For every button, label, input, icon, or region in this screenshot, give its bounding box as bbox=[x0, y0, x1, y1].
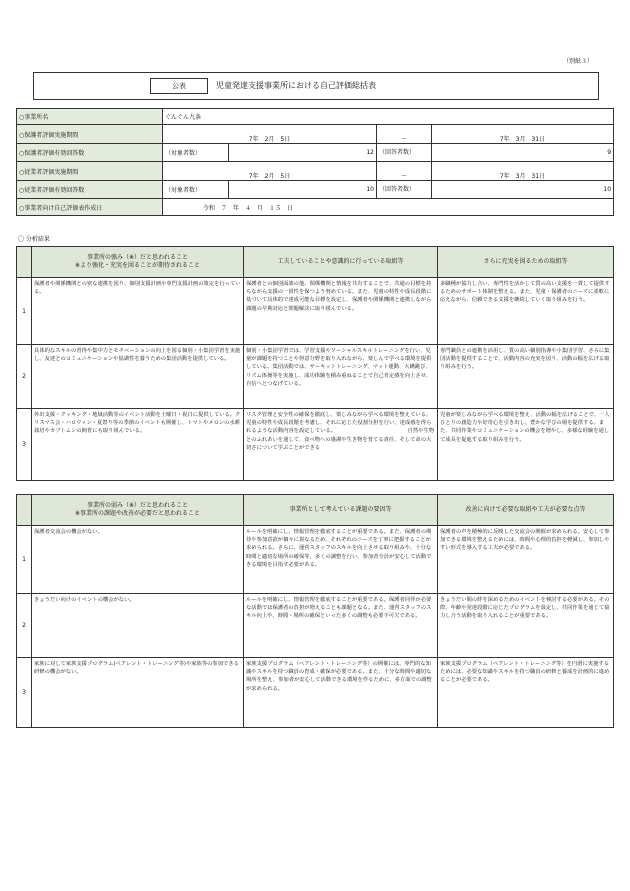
strength-improvement-text: 児童が楽しみながら学べる環境を整え、活動の幅を広げることで、一人ひとりの創造力や好奇心を引き出し、豊かな学びの場を提供する。また、共同作業やコミュニケーションの機会を増やし、多様な経験を通して成長を促進する取り組みを行う。 bbox=[438, 409, 614, 481]
strengths-header-2: 工夫していることや意識的に行っている取組等 bbox=[244, 247, 438, 278]
table-row bbox=[17, 409, 614, 481]
weakness-cause-text: 家族支援プログラム（ペアレント・トレーニング等）の開催には、専門的な知識やスキルを持つ職員の育成・確保が必要である。また、十分な時間や適切な場所を整え、参加者が安心して活動できる環境を作るために、多方面での調整が求められる。 bbox=[244, 658, 438, 728]
row-number: 2 bbox=[17, 594, 32, 658]
weaknesses-header-1: 事業所の弱み（※）だと思われること ※事業所の課題や改善が必要だと思われること bbox=[32, 495, 244, 526]
table-row bbox=[17, 594, 614, 658]
guardian-respondent-label: （回答者数） bbox=[377, 144, 432, 162]
row-number: 1 bbox=[17, 526, 32, 594]
strength-text: 外出支援・クッキング・地域活動等のイベント活動を土曜日・祝日に提供している。クリスマス会・ハロウィン・夏祭り等の季節のイベントも開催し、トマトやメロンの水耕栽培やカブトムシの飼育にも取り組んでいる。 bbox=[32, 409, 244, 481]
strength-text: 具体的なスキルの習得や集中力とモチベーションの向上を図る個別・小集団学習を実施し、友達とのコミュニケーションや協調性を養うための集団活動を提供している。 bbox=[32, 345, 244, 409]
staff-period-label: ○従業者評価実施期間 bbox=[17, 162, 163, 181]
info-table bbox=[16, 108, 614, 216]
row-number: 1 bbox=[17, 278, 32, 345]
guardian-target-label: （対象者数） bbox=[163, 144, 229, 162]
weaknesses-table bbox=[16, 494, 614, 728]
weaknesses-header-3: 改善に向けて必要な取組や工夫が必要な点等 bbox=[438, 495, 614, 526]
guardian-respondent-count: 9 bbox=[432, 144, 614, 162]
staff-response-label: ○従業者評価有効回答数 bbox=[17, 181, 163, 199]
strength-effort-text: リスク管理と安全性の確保を徹底し、楽しみながら学べる環境を整えている。児童の特性や成長段階を考慮し、それに応じた役割分担を行い、達成感を得られるような活動内容を設定している。 自然や生物とのふれあいを通して、食べ物への感謝や生き物を育てる責任、そして命の大切さについて学ぶことができる bbox=[244, 409, 438, 481]
staff-respondent-label: （回答者数） bbox=[377, 181, 432, 199]
weaknesses-header-2: 事業所として考えている課題の要因等 bbox=[244, 495, 438, 526]
weakness-text: 家族に対して家族支援プログラム(ペアレント・トレーニング等)や家族等の参加できる研修の機会がない。 bbox=[32, 658, 244, 728]
staff-period-from: 7年 2月 5日 bbox=[163, 162, 377, 181]
guardian-period-label: ○保護者評価実施期間 bbox=[17, 125, 163, 144]
public-label-box: 公表 bbox=[150, 78, 208, 94]
facility-name-label: ○事業所名 bbox=[17, 109, 163, 125]
weaknesses-header-num bbox=[17, 495, 32, 526]
analysis-heading: 〇 分析結果 bbox=[18, 236, 50, 243]
strengths-header-num bbox=[17, 247, 32, 278]
guardian-period-tilde: ～ bbox=[377, 125, 432, 144]
weakness-text: きょうだい向けのイベントの機会がない。 bbox=[32, 594, 244, 658]
staff-period-to: 7年 3月 31日 bbox=[432, 162, 614, 181]
staff-respondent-count: 10 bbox=[432, 181, 614, 199]
page-title: 児童発達支援事業所における自己評価総括表 bbox=[216, 81, 376, 90]
strength-effort-text: 保護者との個別面談の他、関係機関と情報を共有することで、共通の目標を持ちながら支援の一貫性を保つよう努めている。また、児童の特性や成長段階に基づいて具体的で達成可能な目標を設定し、保護者や関係機関と連携しながら課題の早期対応と問題解決に取り組んでいる。 bbox=[244, 278, 438, 345]
table-row bbox=[17, 278, 614, 345]
weakness-cause-text: ルールを明確にし、情報管理を徹底することが重要である。保護者同伴が必要な活動では保護者の負担が増えることも課題となる。また、運営スタッフのスキル向上や、時間・場所の確保といった多くの調整も必要不可欠である。 bbox=[244, 594, 438, 658]
strength-improvement-text: 専門職員との連携を活用し、質の高い個別指導や小集団学習、さらに集団活動を提供することで、活動内容の充実を図り、活動の幅を広げる取り組みを行う。 bbox=[438, 345, 614, 409]
weakness-improvement-text: 保護者の声を積極的に反映した交流会の開催が求められる。安心して参加できる環境を整えるためには、時間や心理的負担を軽減し、参加しやすい形式を導入する工夫が必要である。 bbox=[438, 526, 614, 594]
weakness-cause-text: ルールを明確にし、情報管理を徹底することが重要である。また、保護者の期待や参加意欲が個々に異なるため、それぞれのニーズを丁寧に把握することが求められる。さらに、運営スタッフのスキルを向上させる取り組みや、十分な時間と適切な場所の確保等、多くの調整を行い、参加者全員が安心して活動できる環境を目指す必要がある。 bbox=[244, 526, 438, 594]
table-row bbox=[17, 526, 614, 594]
strengths-header-1: 事業所の強み（※）だと思われること ※より強化・充実を図ることが期待されること bbox=[32, 247, 244, 278]
staff-period-tilde: ～ bbox=[377, 162, 432, 181]
creation-date-label: ○事業者向け自己評価表作成日 bbox=[17, 199, 163, 216]
strengths-header-3: さらに充実を図るための取組等 bbox=[438, 247, 614, 278]
guardian-target-count: 12 bbox=[229, 144, 377, 162]
row-number: 2 bbox=[17, 345, 32, 409]
strengths-table bbox=[16, 246, 614, 481]
weakness-improvement-text: 家族支援プログラム（ペアレント・トレーニング等）を円滑に実施するためには、必要な知識やスキルを持つ職員の研修と養成を計画的に進めることが必要である。 bbox=[438, 658, 614, 728]
strength-effort-text: 個別・小集団学習では、学習支援やソーシャルスキルトレーニングを行い、児童が課題を持つことや得意分野を取り入れながら、楽しんで学べる環境を提供している。集団活動では、サーキットトレーニング、マット運動、大縄跳び、リズム体操等を実施し、成功体験を積み重ねることで自己肯定感を向上させ、自信へとつなげている。 bbox=[244, 345, 438, 409]
table-row bbox=[17, 345, 614, 409]
strength-improvement-text: 多職種が協力し合い、専門性を活かして質の高い支援を一貫して提供するためのサポート体制を整える。また、児童・保護者のニーズに柔軟に応えながら、信頼できる支援を継続していく取り組みを行う。 bbox=[438, 278, 614, 345]
facility-name-value: ぐんぐん九条 bbox=[163, 109, 614, 125]
weakness-improvement-text: きょうだい間の絆を深めるためのイベントを検討する必要がある。その際、年齢や発達段階に応じたプログラムを設定し、共同作業を通じて協力し合う活動を取り入れることが重要である。 bbox=[438, 594, 614, 658]
strength-text: 保護者や関係機関との密な連携を図り、個別支援計画や専門支援計画の策定を行っている。 bbox=[32, 278, 244, 345]
staff-target-count: 10 bbox=[229, 181, 377, 199]
table-row bbox=[17, 658, 614, 728]
guardian-period-to: 7年 3月 31日 bbox=[432, 125, 614, 144]
staff-target-label: （対象者数） bbox=[163, 181, 229, 199]
row-number: 3 bbox=[17, 409, 32, 481]
row-number: 3 bbox=[17, 658, 32, 728]
annex-label: （別紙３） bbox=[563, 58, 594, 65]
weakness-text: 保護者交流会の機会がない。 bbox=[32, 526, 244, 594]
guardian-period-from: 7年 2月 5日 bbox=[163, 125, 377, 144]
creation-date-value: 令和 ７ 年 ４ 月 １５ 日 bbox=[163, 199, 614, 216]
guardian-response-label: ○保護者評価有効回答数 bbox=[17, 144, 163, 162]
title-frame bbox=[33, 72, 599, 100]
